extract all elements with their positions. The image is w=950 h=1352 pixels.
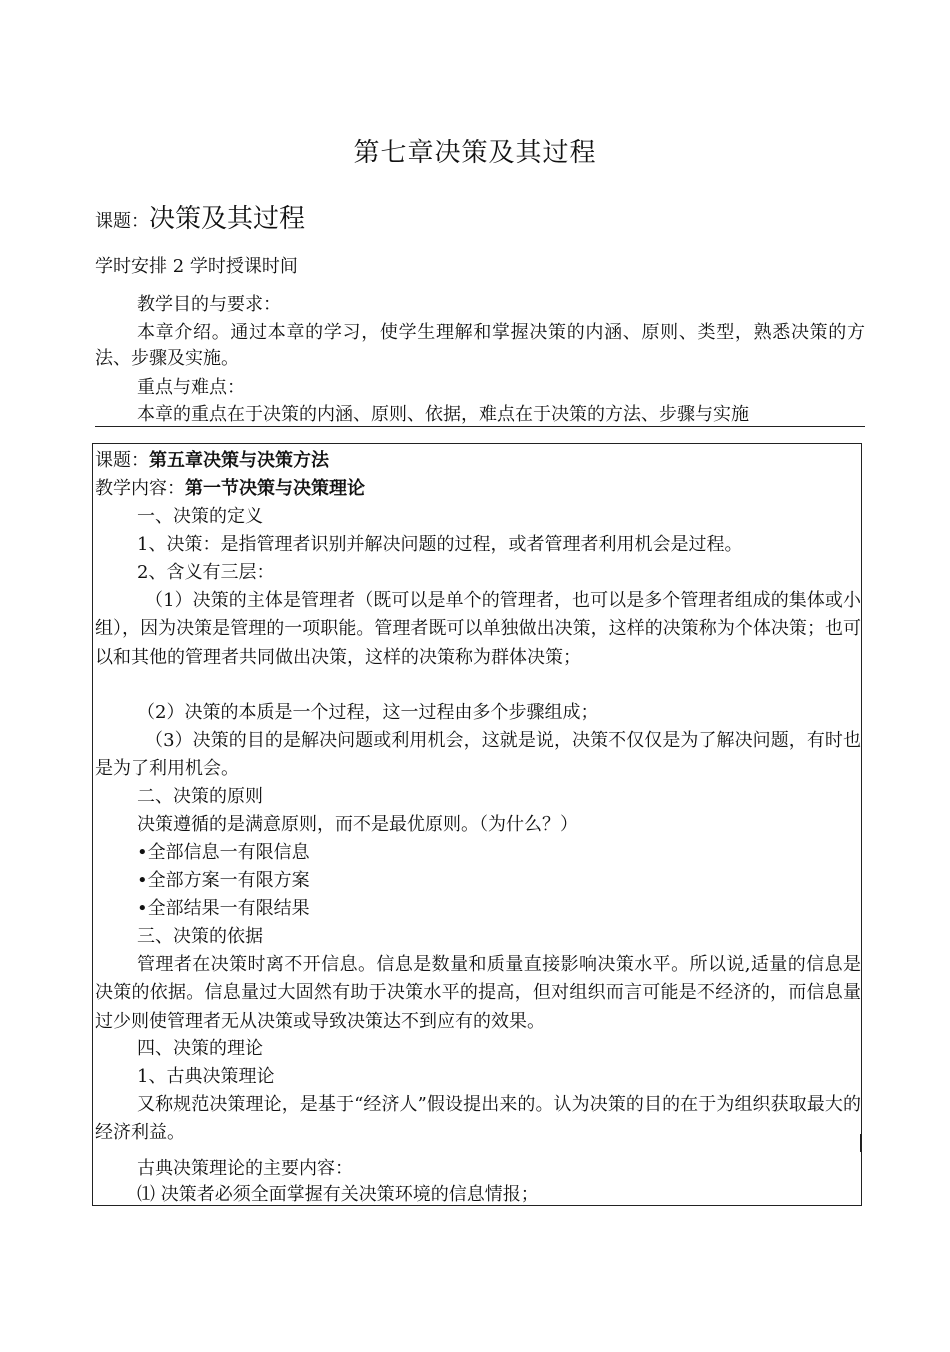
topic-value: 第五章决策与决策方法 — [149, 450, 329, 471]
content-label: 教学内容： — [95, 478, 185, 499]
content-line — [95, 475, 857, 503]
keypoints-label: 重点与难点： — [137, 377, 245, 398]
section-1-item-2: 2、含义有三层： — [137, 562, 275, 583]
section-1-point-1: （1）决策的主体是管理者（既可以是单个的管理者，也可以是多个管理者组成的集体或小组），因为决策是管理的一项职能。管理者既可以单独做出决策，这样的决策称为个体决策；也可以和其他的管理者共同做出决策，这样的决策称为群体决策； — [95, 590, 861, 668]
lesson-heading — [95, 198, 305, 235]
content-box — [92, 443, 862, 1206]
section-2-bullet-1: •全部信息一有限信息 — [137, 842, 310, 863]
section-4-heading: 四、决策的理论 — [137, 1038, 263, 1059]
section-1-heading: 一、决策的定义 — [137, 506, 263, 527]
section-2-bullet-3: •全部结果一有限结果 — [137, 898, 310, 919]
margin-mark — [860, 1134, 862, 1152]
section-1-point-3: （3）决策的目的是解决问题或利用机会，这就是说，决策不仅仅是为了解决问题，有时也是为了利用机会。 — [95, 730, 861, 780]
page-title: 第七章决策及其过程 — [353, 138, 597, 168]
section-3-text: 管理者在决策时离不开信息。信息是数量和质量直接影响决策水平。所以说,适量的信息是决策的依据。信息量过大固然有助于决策水平的提高，但对组织而言可能是不经济的，而信息量过少则使管理者无从决策或导致决策达不到应有的效果。 — [95, 954, 861, 1032]
topic-label: 课题： — [95, 450, 149, 471]
schedule-line: 学时安排 2 学时授课时间 — [95, 256, 298, 277]
lesson-title: 决策及其过程 — [149, 204, 306, 234]
section-4-item-1: 1、古典决策理论 — [137, 1066, 275, 1087]
section-2-bullet-2: •全部方案一有限方案 — [137, 870, 310, 891]
section-1-point-2: （2）决策的本质是一个过程，这一过程由多个步骤组成； — [137, 702, 599, 723]
section-1-item-1: 1、决策：是指管理者识别并解决问题的过程，或者管理者利用机会是过程。 — [137, 534, 743, 555]
section-4-list-item-1: ⑴ 决策者必须全面掌握有关决策环境的信息情报； — [137, 1184, 539, 1205]
content-value: 第一节决策与决策理论 — [185, 478, 365, 499]
section-2-heading: 二、决策的原则 — [137, 786, 263, 807]
objectives-text: 本章介绍。通过本章的学习，使学生理解和掌握决策的内涵、原则、类型，熟悉决策的方法、步骤及实施。 — [95, 322, 865, 369]
objectives-label: 教学目的与要求： — [137, 294, 281, 315]
keypoints-text: 本章的重点在于决策的内涵、原则、依据，难点在于决策的方法、步骤与实施 — [137, 404, 749, 425]
section-4-text: 又称规范决策理论，是基于“经济人”假设提出来的。认为决策的目的在于为组织获取最大的经济利益。 — [95, 1094, 861, 1144]
lesson-label: 课题： — [95, 211, 149, 232]
divider-line — [95, 426, 865, 427]
topic-line — [95, 447, 857, 475]
section-4-main-label: 古典决策理论的主要内容： — [137, 1158, 353, 1179]
section-2-text: 决策遵循的是满意原则，而不是最优原则。（为什么？） — [137, 814, 578, 835]
section-3-heading: 三、决策的依据 — [137, 926, 263, 947]
